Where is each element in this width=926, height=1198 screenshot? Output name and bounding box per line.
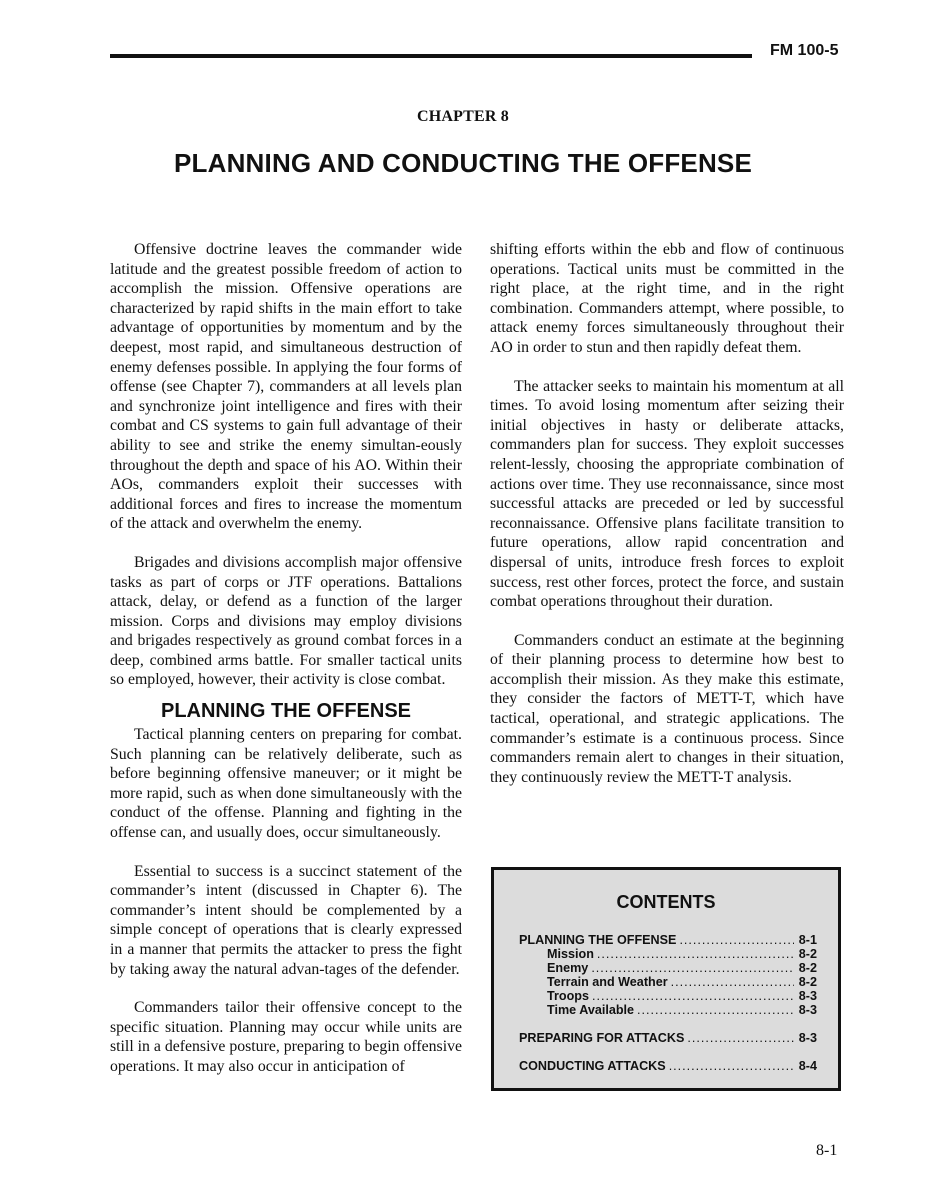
toc-entry-enemy[interactable] (519, 961, 817, 975)
toc-entry-terrain-and-weather[interactable] (519, 975, 817, 989)
toc-leader-dots (671, 975, 794, 989)
toc-leader-dots (597, 947, 794, 961)
chapter-title: PLANNING AND CONDUCTING THE OFFENSE (173, 148, 753, 178)
paragraph: Essential to success is a succinct statement of the commander’s intent (discussed in Chapter 6). The commander’s intent should be complemented by a simple concept of operations that is clearly expressed in a manner that permits the attacker to press the fight by taking away the natural advan-tages of the defender. (110, 862, 462, 978)
right-column (490, 240, 844, 787)
toc-entry-label: CONDUCTING ATTACKS (519, 1059, 666, 1073)
toc-entry-preparing-for-attacks[interactable] (519, 1031, 817, 1045)
document-code: FM 100-5 (770, 42, 839, 59)
toc-list (519, 933, 817, 1073)
contents-title: CONTENTS (616, 892, 716, 912)
toc-leader-dots (687, 1031, 794, 1045)
left-column (110, 240, 462, 1077)
paragraph: Tactical planning centers on preparing for combat. Such planning can be relatively deliberate, such as before beginning offensive maneuver; or it might be more rapid, such as when done simultaneously with the conduct of the offense. Planning and fighting in the offense can, and usually does, occur simultaneously. (110, 726, 462, 842)
page-number: 8-1 (816, 1142, 838, 1159)
toc-entry-label: Time Available (547, 1003, 635, 1017)
toc-leader-dots (669, 1059, 794, 1073)
paragraph: Offensive doctrine leaves the commander wide latitude and the greatest possible freedom of action to accomplish the mission. Offensive operations are characterized by rapid shifts in the main effort to take advantage of opportunities by momentum and by the deepest, most rapid, and simultaneous destruction of enemy defenses possible. In applying the four forms of offense (see Chapter 7), commanders at all levels plan and synchronize joint intelligence and fires with their combat and CS systems to gain full advantage of their ability to see and strike the enemy simultan-eously throughout the depth and space of his AO. Within their AOs, commanders exploit their successes with additional forces and fires to increase the momentum of the attack and overwhelm the enemy. (110, 241, 462, 533)
toc-entry-page: 8-2 (798, 975, 817, 989)
toc-entry-page: 8-3 (798, 989, 817, 1003)
toc-entry-label: PREPARING FOR ATTACKS (519, 1031, 685, 1045)
toc-entry-troops[interactable] (519, 989, 817, 1003)
toc-entry-label: Enemy (547, 961, 589, 975)
toc-entry-page: 8-4 (798, 1059, 817, 1073)
toc-entry-planning-the-offense[interactable] (519, 933, 817, 947)
toc-entry-time-available[interactable] (519, 1003, 817, 1017)
toc-leader-dots (637, 1003, 794, 1017)
toc-entry-label: Troops (547, 989, 589, 1003)
paragraph: Commanders tailor their offensive concept to the specific situation. Planning may occur while units are still in a defensive posture, preparing to begin offensive operations. It may also occur in anticipation of (110, 999, 462, 1075)
toc-entry-label: Mission (547, 947, 594, 961)
toc-entry-mission[interactable] (519, 947, 817, 961)
header-rule (110, 54, 752, 58)
paragraph: Brigades and divisions accomplish major offensive tasks as part of corps or JTF operations. Battalions attack, delay, or defend as a function of the larger mission. Corps and divisions may employ divisions and brigades respectively as ground combat forces in a deep, combined arms battle. For smaller tactical units so employed, however, their activity is close combat. (110, 553, 462, 689)
toc-entry-page: 8-3 (798, 1031, 817, 1045)
paragraph: shifting efforts within the ebb and flow of continuous operations. Tactical units must be committed in the right place, at the right time, and in the right combination. Commanders attempt, where possible, to attack enemy forces simultaneously throughout their AO in order to stun and then rapidly defeat them. (490, 241, 844, 356)
paragraph: Commanders conduct an estimate at the beginning of their planning process to determine how best to accomplish their mission. As they make this estimate, they consider the factors of METT-T, which have tactical, operational, and strategic applications. The commander’s estimate is a continuous process. Since commanders remain alert to changes in their situation, they continuously review the METT-T analysis. (490, 631, 844, 786)
toc-leader-dots (591, 961, 794, 975)
toc-entry-page: 8-1 (798, 933, 817, 947)
toc-leader-dots (679, 933, 794, 947)
toc-entry-page: 8-2 (798, 947, 817, 961)
toc-entry-page: 8-2 (798, 961, 817, 975)
toc-leader-dots (592, 989, 794, 1003)
section-heading: PLANNING THE OFFENSE (160, 700, 411, 723)
paragraph: The attacker seeks to maintain his momentum at all times. To avoid losing momentum after seizing their initial objectives in hasty or deliberate attacks, commanders plan for success. They exploit successes relent-lessly, choosing the appropriate combination of actions over time. They use reconnaissance, since most successful attacks are preceded or led by successful reconnaissance. Offensive plans facilitate transition to future operations, allow rapid concentration and dispersal of units, introduce fresh forces to exploit success, rest other forces, protect the force, and sustain combat operations throughout their duration. (490, 377, 844, 611)
toc-entry-label: Terrain and Weather (547, 975, 668, 989)
toc-entry-conducting-attacks[interactable] (519, 1059, 817, 1073)
chapter-label: CHAPTER 8 (416, 108, 510, 125)
toc-entry-page: 8-3 (798, 1003, 817, 1017)
toc-entry-label: PLANNING THE OFFENSE (519, 933, 677, 947)
contents-box (491, 867, 841, 1091)
